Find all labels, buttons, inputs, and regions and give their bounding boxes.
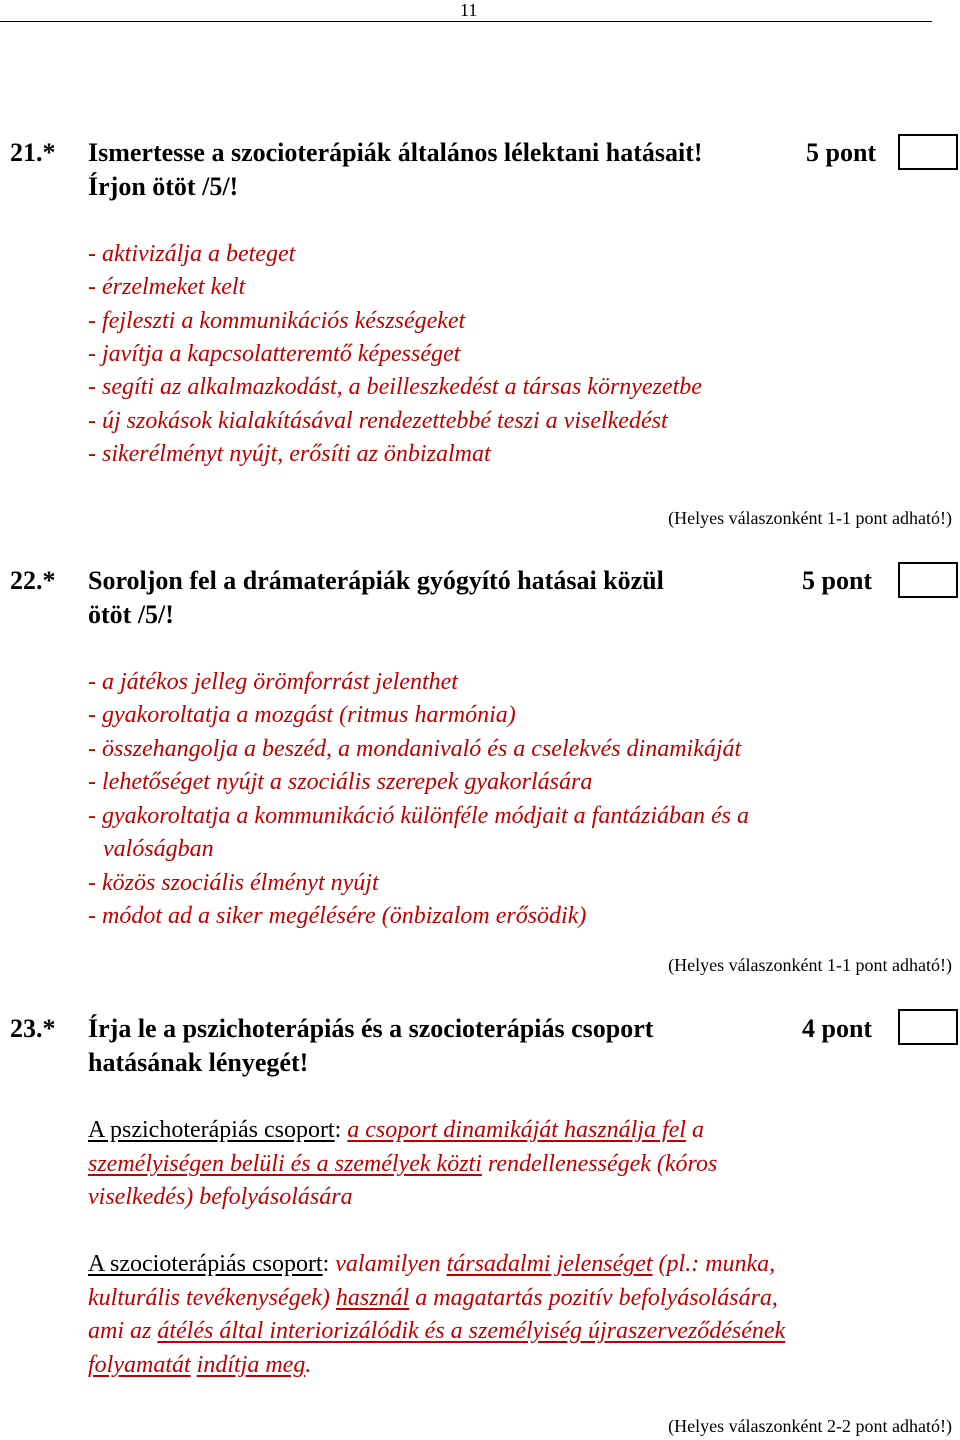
question-21-title-line2: Írjon ötöt /5/! — [88, 172, 239, 201]
question-23-points: 4 pont — [802, 1014, 873, 1043]
q21-answer-2: - érzelmeket kelt — [88, 274, 246, 300]
socio-text-1b: társadalmi jelenséget — [446, 1251, 653, 1277]
socio-text-3b: átélés által interiorizálódik és a személyiség újraszerveződésének — [157, 1318, 786, 1344]
socio-text-4d: . — [305, 1352, 312, 1378]
q22-answer-4: - lehetőséget nyújt a szociális szerepek gyakorlására — [88, 769, 593, 795]
q21-answer-7: - sikerélményt nyújt, erősíti az önbizalmat — [88, 441, 491, 467]
page-number: 11 — [460, 0, 478, 20]
socio-text-1c: (pl.: munka, — [652, 1251, 776, 1277]
question-23-score-box[interactable] — [898, 1009, 958, 1045]
q22-answer-3: - összehangolja a beszéd, a mondanivaló és a cselekvés dinamikáját — [88, 736, 742, 762]
question-21-number: 21.* — [10, 138, 56, 167]
socio-label: A szocioterápiás csoport — [88, 1251, 323, 1277]
q21-answer-5: - segíti az alkalmazkodást, a beilleszkedést a társas környezetbe — [88, 374, 702, 400]
socio-text-1a: valamilyen — [329, 1251, 447, 1277]
socio-line-3 — [88, 1314, 785, 1348]
socio-line-4 — [88, 1348, 311, 1382]
socio-colon: : — [322, 1251, 330, 1277]
q22-scoring-note: (Helyes válaszonként 1-1 pont adható!) — [668, 955, 952, 975]
psycho-text-3: viselkedés) befolyásolására — [88, 1184, 353, 1210]
question-22-title-line2: ötöt /5/! — [88, 600, 174, 629]
socio-text-3a: ami az — [88, 1318, 158, 1344]
q21-answer-4: - javítja a kapcsolatteremtő képességet — [88, 341, 461, 367]
question-23-title: Írja le a pszichoterápiás és a szocioterápiás csoport — [88, 1014, 654, 1043]
psycho-line-3 — [88, 1180, 353, 1214]
psycho-line-2 — [88, 1147, 717, 1181]
socio-line-1 — [88, 1247, 775, 1281]
q22-answer-5-cont: valóságban — [103, 836, 214, 862]
question-21-points: 5 pont — [806, 138, 877, 167]
psycho-text-1a: a csoport dinamikáját használja fel — [347, 1117, 686, 1143]
q22-answer-2: - gyakoroltatja a mozgást (ritmus harmónia) — [88, 702, 516, 728]
question-23-number: 23.* — [10, 1014, 56, 1043]
header-rule — [0, 21, 932, 22]
q21-scoring-note: (Helyes válaszonként 1-1 pont adható!) — [668, 508, 952, 528]
q21-answer-3: - fejleszti a kommunikációs készségeket — [88, 308, 466, 334]
socio-text-2c: a magatartás pozitív befolyásolására, — [409, 1285, 778, 1311]
psycho-text-2a: személyiségen belüli és a személyek közti — [88, 1151, 482, 1177]
q22-answer-6: - közös szociális élményt nyújt — [88, 870, 379, 896]
question-21-score-box[interactable] — [898, 134, 958, 170]
q21-answer-6: - új szokások kialakításával rendezettebbé teszi a viselkedést — [88, 408, 668, 434]
q22-answer-1: - a játékos jelleg örömforrást jelenthet — [88, 669, 458, 695]
question-22-points: 5 pont — [802, 566, 873, 595]
socio-text-2a: kulturális tevékenységek) — [88, 1285, 336, 1311]
question-22-number: 22.* — [10, 566, 56, 595]
psycho-text-2b: rendellenességek (kóros — [481, 1151, 718, 1177]
socio-text-4a: folyamatát — [88, 1352, 191, 1378]
psycho-label: A pszichoterápiás csoport — [88, 1117, 335, 1143]
q22-answer-7: - módot ad a siker megélésére (önbizalom erősödik) — [88, 903, 587, 929]
socio-text-4c: indítja meg — [196, 1352, 306, 1378]
socio-line-2 — [88, 1281, 778, 1315]
psycho-text-1b: a — [685, 1117, 704, 1143]
psycho-colon: : — [334, 1117, 342, 1143]
question-21-title: Ismertesse a szocioterápiák általános lélektani hatásait! — [88, 138, 703, 167]
q23-scoring-note: (Helyes válaszonként 2-2 pont adható!) — [668, 1416, 952, 1436]
q21-answer-1: - aktivizálja a beteget — [88, 241, 296, 267]
psycho-line-1 — [88, 1113, 704, 1147]
question-22-title: Soroljon fel a drámaterápiák gyógyító hatásai közül — [88, 566, 664, 595]
question-22-score-box[interactable] — [898, 562, 958, 598]
q22-answer-5: - gyakoroltatja a kommunikáció különféle módjait a fantáziában és a — [88, 803, 750, 829]
question-23-title-line2: hatásának lényegét! — [88, 1048, 309, 1077]
socio-text-2b: használ — [335, 1285, 410, 1311]
